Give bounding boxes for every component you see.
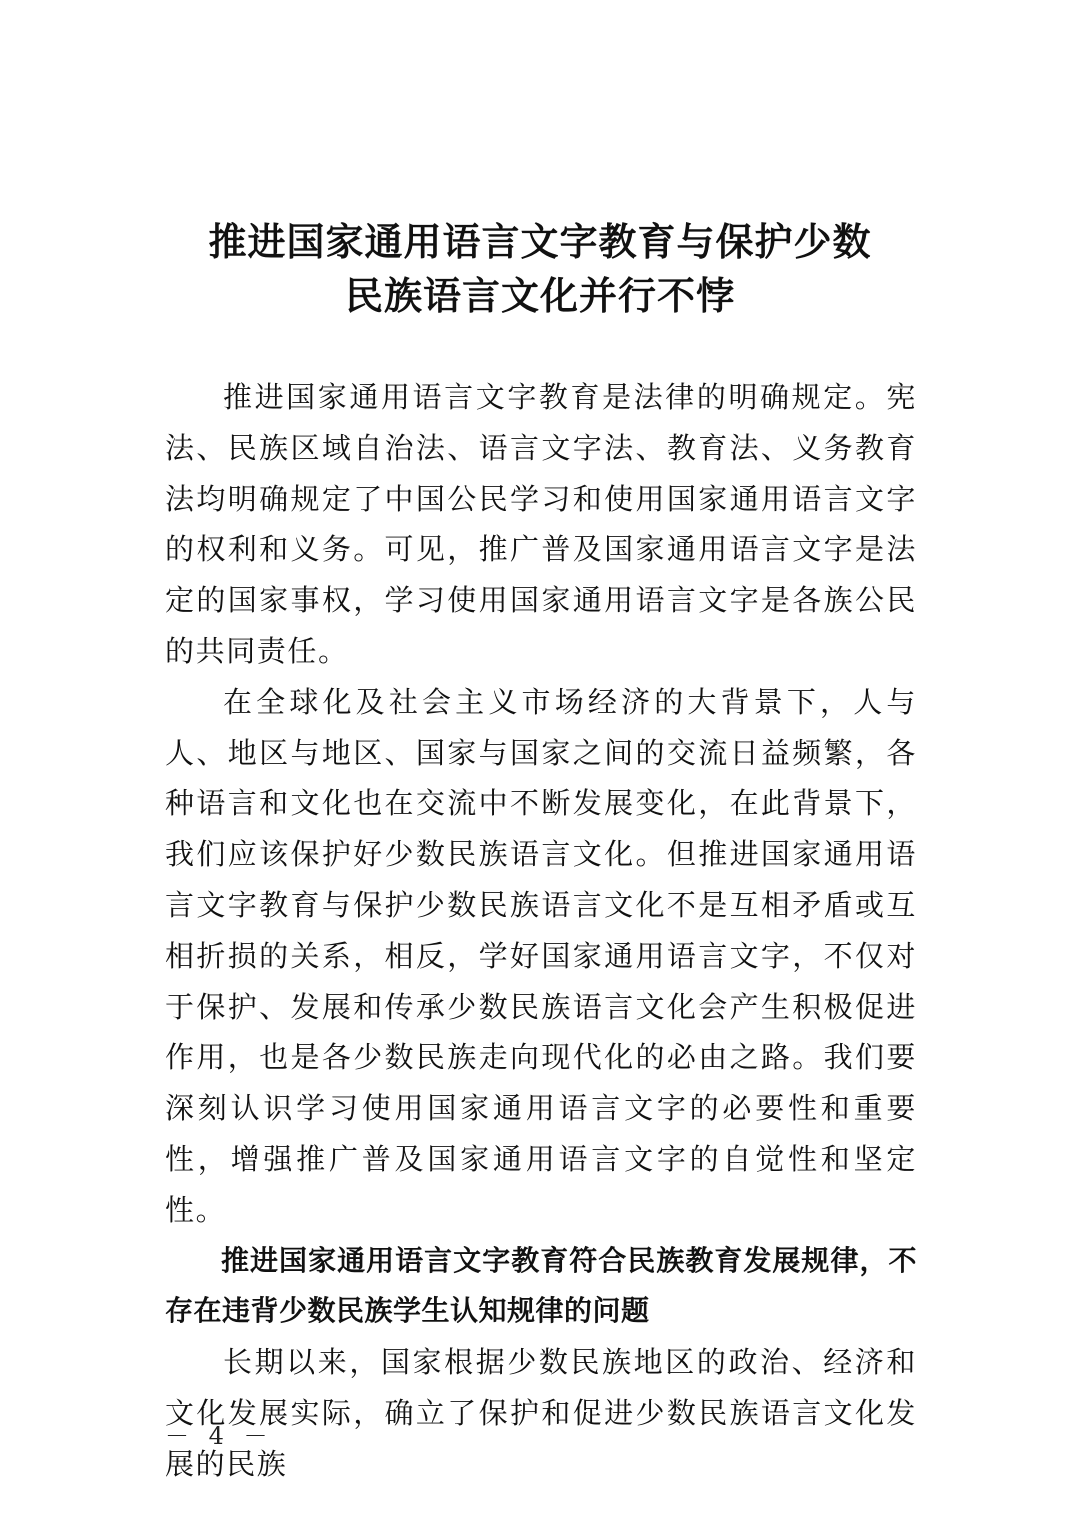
section-subheading: 推进国家通用语言文字教育符合民族教育发展规律，不存在违背少数民族学生认知规律的问题 xyxy=(165,1243,917,1328)
body-paragraph-2: 在全球化及社会主义市场经济的大背景下，人与人、地区与地区、国家与国家之间的交流日益频繁，各种语言和文化也在交流中不断发展变化，在此背景下，我们应该保护好少数民族语言文化。但推进国家通用语言文字教育与保护少数民族语言文化不是互相矛盾或互相折损的关系，相反，学好国家通用语言文字，不仅对于保护、发展和传承少数民族语言文化会产生积极促进作用，也是各少数民族走向现代化的必由之路。我们要深刻认识学习使用国家通用语言文字的必要性和重要性，增强推广普及国家通用语言文字的自觉性和坚定性。 xyxy=(165,684,917,1227)
document-title-line-2: 民族语言文化并行不悖 xyxy=(344,273,735,318)
document-body xyxy=(165,372,917,1490)
body-paragraph-3: 长期以来，国家根据少数民族地区的政治、经济和文化发展实际，确立了保护和促进少数民族语言文化发展的民族 xyxy=(165,1345,917,1481)
body-paragraph-1: 推进国家通用语言文字教育是法律的明确规定。宪法、民族区域自治法、语言文字法、教育法、义务教育法均明确规定了中国公民学习和使用国家通用语言文字的权利和义务。可见，推广普及国家通用语言文字是法定的国家事权，学习使用国家通用语言文字是各族公民的共同责任。 xyxy=(165,380,917,668)
document-title-line-1: 推进国家通用语言文字教育与保护少数 xyxy=(208,219,872,264)
page-number: － 4 － xyxy=(165,1422,274,1450)
